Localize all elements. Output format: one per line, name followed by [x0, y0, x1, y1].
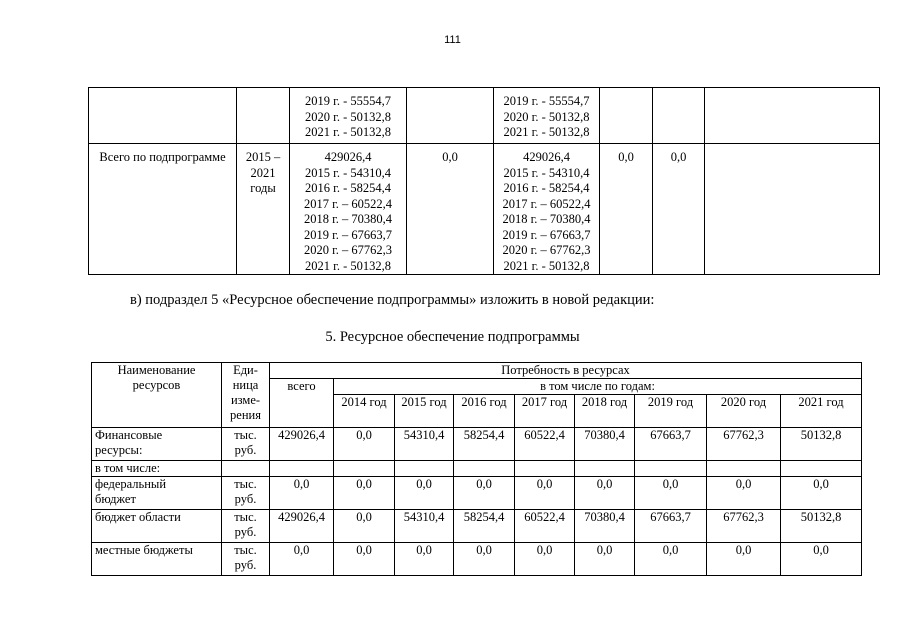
row-name: бюджет области [92, 510, 222, 543]
table-cell [494, 144, 600, 275]
cell-line: 2019 г. – 67663,7 [502, 227, 591, 242]
cell-line: 2019 г. - 55554,7 [503, 94, 590, 108]
cell-line: ресурсов [132, 378, 181, 392]
cell-line: 2018 г. – 70380,4 [502, 212, 591, 226]
row-value: 67762,3 [707, 510, 781, 543]
cell-line: 2019 г. – 67663,7 [303, 227, 393, 242]
row-value [395, 461, 454, 477]
cell-line: руб. [234, 525, 257, 539]
header-by-year: в том числе по годам: [334, 379, 862, 395]
header-need: Потребность в ресурсах [270, 363, 862, 379]
cell-line: 2016 г. - 58254,4 [304, 181, 391, 195]
row-value: 58254,4 [454, 428, 515, 461]
row-value: 0,0 [707, 543, 781, 576]
row-value: 0,0 [575, 543, 635, 576]
amendment-paragraph: в) подраздел 5 «Ресурсное обеспечение подпрограммы» изложить в новой редакции: [130, 292, 655, 308]
row-unit [222, 461, 270, 477]
funding-table-continuation [88, 87, 880, 275]
cell-line: 2020 г. – 67762,3 [303, 243, 393, 257]
row-value: 0,0 [635, 477, 707, 510]
table-cell [89, 88, 237, 144]
table-row [92, 461, 862, 477]
cell-line: руб. [234, 558, 257, 572]
year-header: 2015 год [395, 395, 454, 428]
header-name [92, 363, 222, 428]
row-total: 429026,4 [270, 510, 334, 543]
table-cell: 0,0 [653, 144, 705, 275]
row-total: 429026,4 [270, 428, 334, 461]
cell-line: 2021 г. - 50132,8 [503, 125, 590, 139]
row-value [334, 461, 395, 477]
cell-line: 2020 г. - 50132,8 [304, 109, 391, 124]
row-value: 0,0 [395, 543, 454, 576]
header-row [92, 363, 862, 379]
row-value: 0,0 [515, 543, 575, 576]
table-cell [290, 88, 407, 144]
year-header: 2019 год [635, 395, 707, 428]
cell-line: руб. [234, 443, 257, 457]
row-value: 54310,4 [395, 428, 454, 461]
row-value: 0,0 [334, 428, 395, 461]
cell-line: 2016 г. - 58254,4 [503, 181, 590, 195]
row-value: 0,0 [334, 543, 395, 576]
table-row [92, 477, 862, 510]
table-cell [705, 144, 880, 275]
cell-line: бюджет [95, 492, 136, 506]
year-header: 2014 год [334, 395, 395, 428]
row-value: 67663,7 [635, 510, 707, 543]
row-value: 60522,4 [515, 428, 575, 461]
row-value: 0,0 [575, 477, 635, 510]
cell-line: ресурсы: [95, 443, 143, 457]
cell-line: 2021 [250, 165, 276, 180]
cell-line: 2015 – [245, 150, 281, 164]
cell-line: 2021 г. - 50132,8 [304, 125, 391, 139]
table-cell [290, 144, 407, 275]
header-total: всего [270, 379, 334, 428]
row-value [635, 461, 707, 477]
table-cell: 0,0 [407, 144, 494, 275]
cell-line: 2021 г. - 50132,8 [304, 258, 391, 273]
row-value: 58254,4 [454, 510, 515, 543]
table-cell [600, 88, 653, 144]
cell-line: Еди- [233, 363, 258, 377]
cell-line: 2019 г. - 55554,7 [304, 94, 391, 108]
row-value: 0,0 [781, 543, 862, 576]
table-row [89, 88, 880, 144]
cell-line: Наименование [117, 363, 196, 377]
row-value: 67663,7 [635, 428, 707, 461]
row-value: 0,0 [781, 477, 862, 510]
section-heading: 5. Ресурсное обеспечение подпрограммы [325, 329, 580, 345]
cell-line: 429026,4 [523, 150, 570, 164]
row-total [270, 461, 334, 477]
row-name [92, 477, 222, 510]
row-unit [222, 543, 270, 576]
cell-line: годы [250, 181, 276, 195]
cell-line: 2018 г. – 70380,4 [303, 212, 393, 226]
table-row [92, 428, 862, 461]
row-unit [222, 428, 270, 461]
cell-line: тыс. [234, 543, 257, 557]
year-header: 2017 год [515, 395, 575, 428]
row-value: 0,0 [454, 477, 515, 510]
cell-line: 2015 г. - 54310,4 [304, 165, 391, 180]
row-value: 67762,3 [707, 428, 781, 461]
cell-line: тыс. [234, 428, 257, 442]
period-cell [237, 144, 290, 275]
row-total: 0,0 [270, 543, 334, 576]
row-value: 0,0 [454, 543, 515, 576]
table-cell: 0,0 [600, 144, 653, 275]
table-cell [237, 88, 290, 144]
row-value [515, 461, 575, 477]
row-value: 0,0 [395, 477, 454, 510]
cell-line: тыс. [234, 510, 257, 524]
table-cell [494, 88, 600, 144]
row-unit [222, 510, 270, 543]
cell-line: тыс. [234, 477, 257, 491]
row-value: 0,0 [334, 510, 395, 543]
table-cell [407, 88, 494, 144]
row-value: 54310,4 [395, 510, 454, 543]
cell-line: руб. [234, 492, 257, 506]
cell-line: федеральный [95, 477, 167, 491]
row-value: 0,0 [515, 477, 575, 510]
row-total: 0,0 [270, 477, 334, 510]
year-header: 2021 год [781, 395, 862, 428]
cell-line: 429026,4 [324, 150, 372, 164]
row-value: 60522,4 [515, 510, 575, 543]
row-name: в том числе: [92, 461, 222, 477]
row-value: 50132,8 [781, 510, 862, 543]
table-cell [705, 88, 880, 144]
page-number: 111 [444, 34, 461, 46]
cell-line: ница [232, 378, 259, 392]
total-label: Всего по подпрограмме [89, 144, 237, 275]
row-unit [222, 477, 270, 510]
year-header: 2018 год [575, 395, 635, 428]
cell-line: 2021 г. - 50132,8 [503, 258, 590, 273]
table-row [92, 510, 862, 543]
row-value [575, 461, 635, 477]
header-unit [222, 363, 270, 428]
cell-line: рения [230, 408, 261, 422]
cell-line: 2017 г. – 60522,4 [303, 196, 393, 211]
year-header: 2020 год [707, 395, 781, 428]
row-name [92, 428, 222, 461]
row-value: 0,0 [635, 543, 707, 576]
row-value: 70380,4 [575, 510, 635, 543]
row-value: 70380,4 [575, 428, 635, 461]
row-value [454, 461, 515, 477]
table-row [89, 144, 880, 275]
cell-line: Финансовые [95, 428, 163, 442]
row-value [781, 461, 862, 477]
cell-line: 2017 г. – 60522,4 [502, 196, 591, 211]
cell-line: 2020 г. – 67762,3 [502, 243, 591, 257]
row-value [707, 461, 781, 477]
row-name: местные бюджеты [92, 543, 222, 576]
cell-line: 2020 г. - 50132,8 [503, 109, 590, 124]
row-value: 50132,8 [781, 428, 862, 461]
table-row [92, 543, 862, 576]
year-header: 2016 год [454, 395, 515, 428]
cell-line: изме- [230, 393, 261, 407]
row-value: 0,0 [334, 477, 395, 510]
cell-line: 2015 г. - 54310,4 [503, 165, 590, 180]
resource-table [91, 362, 862, 576]
table-cell [653, 88, 705, 144]
row-value: 0,0 [707, 477, 781, 510]
